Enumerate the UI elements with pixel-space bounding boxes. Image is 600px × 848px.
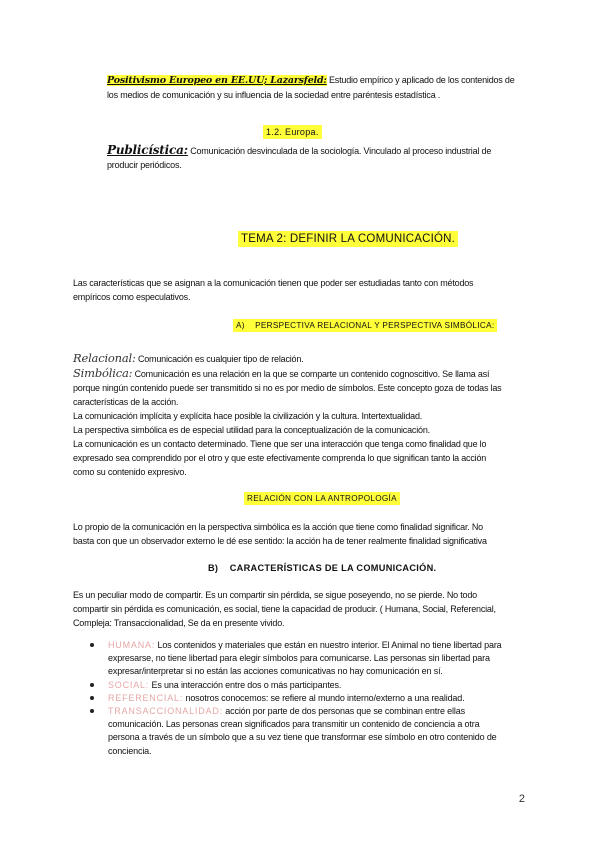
humana-term: HUMANA: — [108, 640, 156, 650]
referencial-text-1: nosotros conocemos: se refiere al mundo interno/externo a una realidad. — [183, 692, 465, 703]
intro-paragraph — [73, 276, 533, 304]
relacional-line — [73, 351, 533, 366]
simbolica-line-3: características de la acción. — [73, 397, 179, 407]
humana-line-2: expresarse, no tiene libertad para elegir símbolos para comunicarse. Las personas sin libertad para — [108, 653, 490, 664]
relacional-term: Relacional: — [73, 351, 136, 365]
antropologia-line-2: basta con que un observador externo le dé ese sentido: la acción ha de tener realmente finalidad significativa — [73, 536, 487, 546]
transaccionalidad-term: TRANSACCIONALIDAD: — [108, 706, 223, 717]
tema2-heading-wrap — [238, 232, 458, 246]
list-item-humana — [104, 639, 529, 679]
simbolica-text-1: Comunicación es una relación en la que se comparte un contenido cognoscitivo. Se llama así — [132, 369, 490, 379]
intro-line-1: Las características que se asignan a la comunicación tienen que poder ser estudiadas tanto con métodos — [73, 278, 474, 288]
europa-heading-wrap — [263, 125, 322, 139]
publicistica-term: Publicística: — [107, 143, 188, 157]
transaccionalidad-line-2: comunicación. Las personas crean significados para transmitir un contenido de conciencia a otra — [108, 719, 480, 730]
positivismo-line-2: los medios de comunicación y su influencia de la sociedad entre paréntesis estadística . — [107, 90, 441, 100]
list-item-referencial — [104, 692, 529, 705]
antropologia-heading-wrap — [244, 491, 400, 506]
antropologia-line-1: Lo propio de la comunicación en la perspectiva simbólica es la acción que tiene como finalidad significar. No — [73, 522, 483, 532]
relacional-simbolica-paragraph — [73, 351, 533, 479]
transaccionalidad-line-1 — [108, 705, 529, 718]
positivismo-term: Positivismo Europeo en EE.UU; Lazarsfeld: — [107, 75, 327, 86]
bullet-dot-icon — [90, 643, 94, 647]
antropologia-heading: RELACIÓN CON LA ANTROPOLOGÍA — [244, 492, 400, 505]
humana-line-3: expresar/interpretar si no están las acciones comunicativas no hay comunicación en sí. — [108, 666, 443, 677]
page-number: 2 — [518, 793, 525, 805]
humana-line-1 — [108, 639, 529, 652]
referencial-line-1 — [108, 692, 529, 705]
simbolica-term: Simbólica: — [73, 366, 133, 380]
positivismo-paragraph — [107, 73, 527, 102]
section-b-heading: B) CARACTERÍSTICAS DE LA COMUNICACIÓN. — [208, 563, 437, 573]
publicistica-line-1 — [107, 143, 527, 158]
humana-text-1: Los contenidos y materiales que están en nuestro interior. El Animal no tiene libertad para — [155, 640, 502, 650]
list-item-social — [104, 679, 529, 692]
social-line-1 — [108, 679, 529, 692]
caracteristicas-line-3: Compleja: Transaccionalidad, Se da en presente vivido. — [73, 618, 285, 628]
simbolica-line-5: La perspectiva simbólica es de especial utilidad para la conceptualización de la comunicación. — [73, 425, 430, 435]
section-b-heading-wrap — [208, 561, 436, 575]
relacional-text: Comunicación es cualquier tipo de relación. — [135, 354, 304, 364]
positivismo-line-1 — [107, 73, 527, 88]
social-text-1: Es una interacción entre dos o más participantes. — [149, 679, 342, 690]
positivismo-text-1: Estudio empírico y aplicado de los contenidos de — [326, 75, 515, 85]
simbolica-line-1 — [73, 366, 533, 381]
caracteristicas-line-2: compartir sin pérdida es comunicación, es social, tiene la capacidad de producir. ( Humana, Social, Referencial, — [73, 604, 496, 614]
transaccionalidad-text-1: acción por parte de dos personas que se combinan entre ellas — [222, 706, 465, 717]
simbolica-line-4: La comunicación implícita y explícita hace posible la civilización y la cultura. Intertextualidad. — [73, 411, 423, 421]
publicistica-line-2: producir periódicos. — [107, 160, 182, 170]
bullet-dot-icon — [90, 696, 94, 700]
caracteristicas-paragraph — [73, 588, 533, 630]
europa-heading: 1.2. Europa. — [263, 125, 322, 139]
bullet-dot-icon — [90, 683, 94, 687]
transaccionalidad-line-4: conciencia. — [108, 745, 152, 756]
characteristics-list — [104, 639, 529, 758]
intro-line-2: empíricos como especulativos. — [73, 292, 191, 302]
publicistica-text-1: Comunicación desvinculada de la sociología. Vinculado al proceso industrial de — [187, 146, 492, 156]
simbolica-line-7: expresado sea comprendido por el otro y que este efectivamente comprenda lo que significan tanto la acción — [73, 453, 487, 463]
list-item-transaccionalidad — [104, 705, 529, 758]
caracteristicas-line-1: Es un peculiar modo de compartir. Es un compartir sin pérdida, se sigue poseyendo, no se pierde. No todo — [73, 590, 477, 600]
bullet-dot-icon — [90, 709, 94, 713]
simbolica-line-2: porque ningún contenido puede ser transmitido si no es por medio de símbolos. Este concepto goza de todas las — [73, 383, 502, 393]
section-a-heading-wrap — [233, 318, 497, 333]
antropologia-paragraph — [73, 520, 533, 548]
simbolica-line-8: como su contenido expresivo. — [73, 467, 187, 477]
tema2-heading: TEMA 2: DEFINIR LA COMUNICACIÓN. — [238, 231, 458, 247]
referencial-term: REFERENCIAL: — [108, 692, 184, 703]
social-term: SOCIAL: — [108, 679, 150, 690]
publicistica-paragraph — [107, 143, 527, 172]
transaccionalidad-line-3: persona a través de un símbolo que a su vez tiene que transformar ese símbolo en otro contenido de — [108, 732, 497, 743]
section-a-heading: A) PERSPECTIVA RELACIONAL Y PERSPECTIVA SIMBÓLICA: — [233, 319, 497, 332]
simbolica-line-6: La comunicación es un contacto determinado. Tiene que ser una interacción que tenga como finalidad que lo — [73, 439, 487, 449]
